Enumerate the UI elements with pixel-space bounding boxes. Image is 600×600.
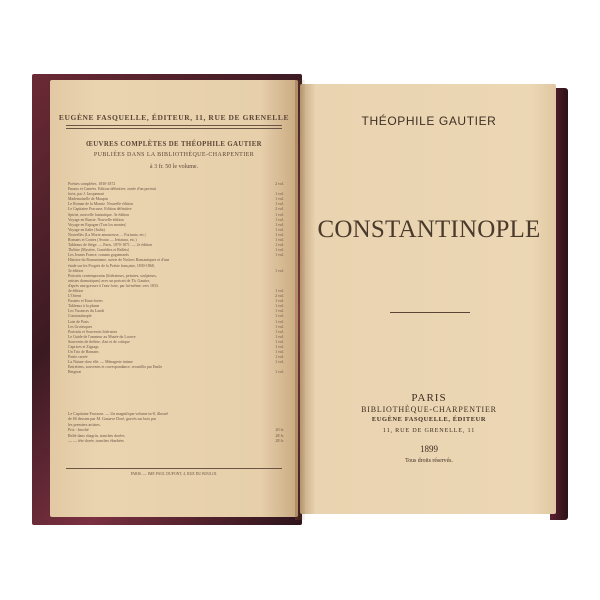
list-item-title: les premiers artistes. bbox=[68, 421, 101, 427]
list-item-volumes: 1 vol. bbox=[275, 243, 284, 248]
list-item-volumes: 1 vol. bbox=[275, 339, 284, 344]
list-item-volumes: 1 vol. bbox=[275, 217, 284, 222]
list-item-title: Caprices et Zigzags bbox=[68, 345, 99, 349]
list-item-title: — — tête dorée, tranches ébarbées bbox=[68, 438, 124, 444]
list-item-title: étude sur les Progrès de la Poésie française, 1830-1868, bbox=[68, 263, 155, 268]
list-item-volumes: 2 vol. bbox=[275, 294, 284, 299]
list-item-volumes: 20 fr. bbox=[275, 427, 284, 433]
list-item-title: Nouvelles (La Morte amoureuse, ... Fortunio, etc.) bbox=[68, 232, 147, 237]
list-item-title: Histoire du Romantisme, suivie de Notices Romantiques et d'une bbox=[68, 258, 170, 263]
list-item-volumes: 1 vol. bbox=[275, 192, 284, 197]
author-name: THÉOPHILE GAUTIER bbox=[361, 114, 497, 128]
list-item-volumes: 1 vol. bbox=[275, 304, 284, 309]
list-item-volumes: 1 vol. bbox=[275, 314, 284, 319]
list-item-title: L'Orient bbox=[68, 294, 82, 299]
list-item-title: d'après une gravure à l'eau-forte, par lui-même, vers 1833. bbox=[68, 283, 159, 288]
list-item-title: de 60 dessins par M. Gustave Doré, gravés sur bois par bbox=[68, 416, 157, 422]
publication-year: 1899 bbox=[420, 444, 438, 454]
list-item-title: Les Grotesques bbox=[68, 324, 93, 329]
list-item-title: Prix : broché bbox=[68, 427, 89, 433]
list-item-title: Le Capitaine Fracasse. — Un magnifique volume in-8, illustré bbox=[68, 411, 168, 416]
publication-city: PARIS bbox=[411, 392, 447, 404]
book-title: CONSTANTINOPLE bbox=[317, 216, 541, 243]
list-item-title: Romans et Contes (Avatar — Jettatura, etc.) bbox=[68, 238, 137, 243]
list-item-volumes: 1 vol. bbox=[275, 202, 284, 207]
list-item-volumes: 1 vol. bbox=[275, 299, 284, 304]
list-item-title: La Nature chez elle. — Ménagerie intime bbox=[68, 360, 133, 365]
list-item-title: 3e édition bbox=[68, 268, 84, 273]
list-item-title: Tableaux de Siège. — Paris, 1870-1871. — 2e édition bbox=[68, 243, 153, 248]
list-item-title: Fusains et Eaux-fortes bbox=[68, 299, 103, 304]
list-item-title: Mademoiselle de Maupin bbox=[68, 197, 108, 202]
list-item-title: Bergerat bbox=[68, 370, 82, 375]
list-item-title: Voyage en Italie (Italia) bbox=[68, 227, 105, 232]
list-item-title: 4e édition bbox=[68, 288, 84, 293]
list-item-volumes: 1 vol. bbox=[275, 319, 284, 324]
header-rule-bottom bbox=[66, 128, 282, 129]
series-subtitle: PUBLIÉES DANS LA BIBLIOTHÈQUE-CHARPENTIER bbox=[93, 152, 255, 158]
list-item-title: Voyage en Russie. Nouvelle édition bbox=[68, 217, 124, 222]
list-item-volumes: 28 fr. bbox=[275, 438, 284, 444]
list-item-volumes: 28 fr. bbox=[275, 432, 284, 438]
list-item-volumes: 1 vol. bbox=[275, 329, 284, 334]
rights-notice: Tous droits réservés. bbox=[405, 458, 453, 464]
list-item-volumes: 1 vol. bbox=[275, 355, 284, 360]
list-item bbox=[68, 438, 284, 443]
list-item-title: Émaux et Camées. Édition définitive, ornée d'un portrait bbox=[68, 187, 156, 192]
list-item-volumes: 2 vol. bbox=[275, 182, 284, 186]
list-item-volumes: 1 vol. bbox=[275, 227, 284, 232]
list-item-volumes: 1 vol. bbox=[275, 350, 284, 355]
list-item-volumes: 1 vol. bbox=[275, 288, 284, 293]
list-item-title: Souvenirs de théâtre, d'art et de critique bbox=[68, 339, 130, 344]
list-item-title: Les Jeunes France, romans goguenards bbox=[68, 253, 129, 258]
publisher-name: EUGÈNE FASQUELLE, ÉDITEUR bbox=[371, 416, 487, 423]
list-item-volumes: 1 vol. bbox=[275, 334, 284, 339]
list-item-volumes: 1 vol. bbox=[275, 232, 284, 237]
price-line: à 3 fr. 50 le volume. bbox=[149, 164, 199, 170]
list-item-title: Portraits et Souvenirs littéraires bbox=[68, 329, 118, 334]
list-item-volumes: 1 vol. bbox=[275, 268, 284, 273]
header-rule-top bbox=[66, 125, 282, 126]
list-item-volumes: 1 vol. bbox=[275, 197, 284, 202]
list-item-title: Le Roman de la Momie. Nouvelle édition bbox=[68, 202, 133, 207]
list-item-title: Relié dans chagrin, tranches dorées bbox=[68, 432, 125, 438]
list-item-title: Partie carrée bbox=[68, 355, 88, 360]
list-item-title: forte, par J. Jacquemart bbox=[68, 192, 105, 197]
list-item-title: Le Capitaine Fracasse. Édition définitive bbox=[68, 207, 132, 212]
list-item-volumes: 1 vol. bbox=[275, 248, 284, 253]
book-gutter bbox=[295, 80, 305, 520]
list-item-volumes: 1 vol. bbox=[275, 222, 284, 227]
list-item-volumes: 1 vol. bbox=[275, 324, 284, 329]
list-item-volumes: 1 vol. bbox=[275, 238, 284, 243]
list-item-title: Voyage en Espagne (Tras los montes) bbox=[68, 222, 127, 227]
list-item bbox=[68, 370, 284, 375]
list-item-title: Poésies complètes. 1830-1872 bbox=[68, 182, 116, 186]
list-item-title: artistes dramatiques) avec un portrait de Th. Gautier, bbox=[68, 278, 150, 283]
list-item-title: Entretiens, souvenirs et correspondance, recueillis par Émile bbox=[68, 365, 163, 370]
list-item-title: Portraits contemporains (littérateurs, peintres, sculpteurs, bbox=[68, 273, 157, 278]
list-item-volumes: 1 vol. bbox=[275, 370, 284, 375]
works-list bbox=[68, 182, 284, 376]
title-rule bbox=[390, 312, 470, 313]
list-item-title: Constantinople bbox=[68, 314, 92, 319]
list-item-title: Spirite, nouvelle fantastique. 3e édition bbox=[68, 212, 130, 217]
list-item-volumes: 1 vol. bbox=[275, 212, 284, 217]
printer-footer: PARIS. — IMP. PAUL DUPONT, 4, RUE DU BOULOI. bbox=[66, 468, 282, 476]
list-item-volumes: 2 vol. bbox=[275, 207, 284, 212]
series-title: ŒUVRES COMPLÈTES DE THÉOPHILE GAUTIER bbox=[86, 141, 262, 148]
list-item-volumes: 1 vol. bbox=[275, 360, 284, 365]
list-item-volumes: 1 vol. bbox=[275, 345, 284, 349]
publisher-address: 11, RUE DE GRENELLE, 11 bbox=[382, 427, 476, 434]
list-item-volumes: 1 vol. bbox=[275, 253, 284, 258]
library-name: BIBLIOTHÈQUE-CHARPENTIER bbox=[361, 405, 497, 414]
list-item-title: Tableaux à la plume bbox=[68, 304, 100, 309]
list-item-title: Le Guide de l'amateur au Musée du Louvre bbox=[68, 334, 136, 339]
list-item-title: Loin de Paris bbox=[68, 319, 89, 324]
list-item-title: Théâtre (Mystère, Comédies et Ballets) bbox=[68, 248, 130, 253]
publisher-header: EUGÈNE FASQUELLE, ÉDITEUR, 11, RUE DE GRENELLE bbox=[58, 113, 290, 122]
list-item-volumes: 1 vol. bbox=[275, 309, 284, 314]
illustrated-edition-note bbox=[68, 411, 284, 443]
list-item-title: Les Vacances du Lundi bbox=[68, 309, 105, 314]
list-item-title: Un Trio de Romans bbox=[68, 350, 99, 355]
